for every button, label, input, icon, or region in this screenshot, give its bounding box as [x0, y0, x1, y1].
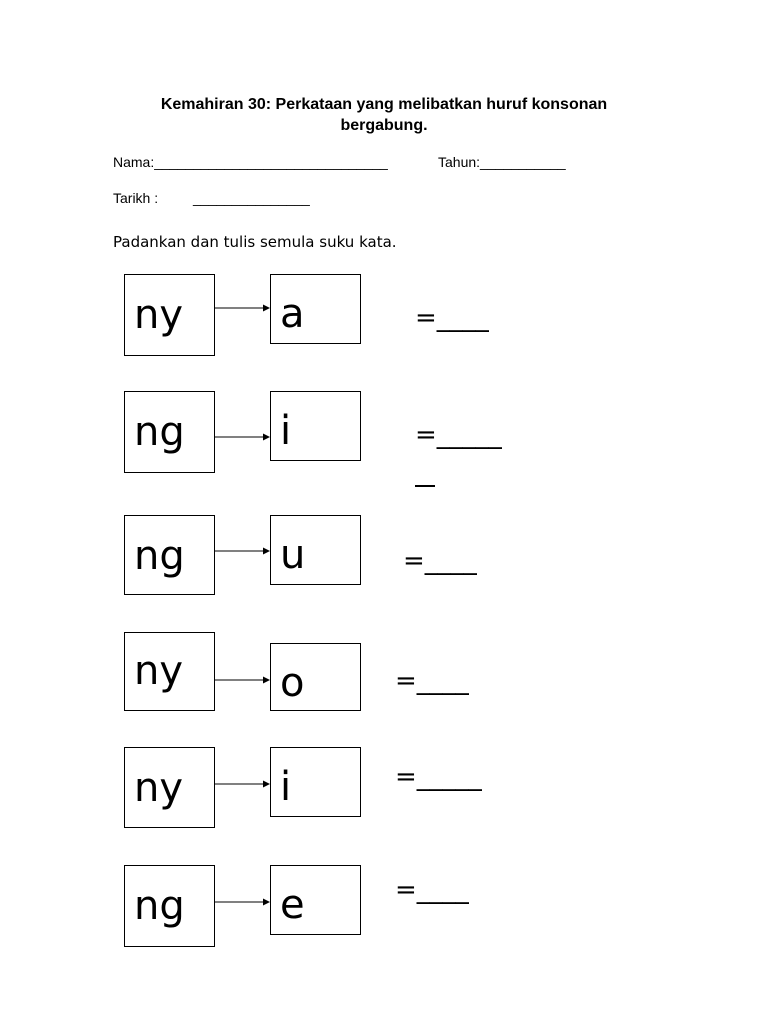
consonant-letters: ng: [134, 883, 185, 929]
consonant-letters: ny: [134, 648, 184, 694]
vowel-letter: o: [280, 660, 305, 706]
tahun-field[interactable]: Tahun:___________: [438, 154, 566, 170]
answer-blank-overflow-line: [415, 485, 435, 487]
match-arrow: [215, 897, 270, 907]
title-line-1: Kemahiran 30: Perkataan yang melibatkan huruf konsonan: [160, 96, 608, 113]
consonant-box: [124, 865, 215, 947]
consonant-box: [124, 391, 215, 473]
tarikh-label: Tarikh :: [113, 190, 159, 206]
match-arrow: [215, 432, 270, 442]
consonant-box: [124, 515, 215, 595]
match-arrow: [215, 779, 270, 789]
match-arrow: [215, 303, 270, 313]
answer-blank[interactable]: =____: [395, 875, 469, 905]
vowel-letter: i: [280, 408, 292, 454]
vowel-letter: u: [280, 532, 306, 578]
match-arrow: [215, 675, 270, 685]
consonant-box: [124, 632, 215, 711]
vowel-box: [270, 865, 361, 935]
vowel-box: [270, 643, 361, 711]
consonant-letters: ng: [134, 533, 185, 579]
title-line-2: bergabung.: [340, 117, 428, 134]
instruction-text: Padankan dan tulis semula suku kata.: [113, 233, 397, 251]
vowel-letter: e: [280, 882, 305, 928]
answer-blank[interactable]: =_____: [415, 420, 502, 450]
consonant-letters: ny: [134, 765, 184, 811]
worksheet-title: [100, 94, 668, 136]
consonant-letters: ng: [134, 409, 185, 455]
vowel-box: [270, 747, 361, 817]
answer-blank[interactable]: =____: [403, 546, 477, 576]
consonant-box: [124, 274, 215, 356]
vowel-box: [270, 274, 361, 344]
consonant-box: [124, 747, 215, 828]
consonant-letters: ny: [134, 292, 184, 338]
vowel-box: [270, 515, 361, 585]
tarikh-field[interactable]: _______________: [193, 190, 310, 206]
answer-blank[interactable]: =____: [415, 303, 489, 333]
match-arrow: [215, 546, 270, 556]
answer-blank[interactable]: =____: [395, 666, 469, 696]
vowel-box: [270, 391, 361, 461]
answer-blank[interactable]: =_____: [395, 762, 482, 792]
vowel-letter: i: [280, 764, 292, 810]
vowel-letter: a: [280, 291, 305, 337]
nama-field[interactable]: Nama:______________________________: [113, 154, 388, 170]
